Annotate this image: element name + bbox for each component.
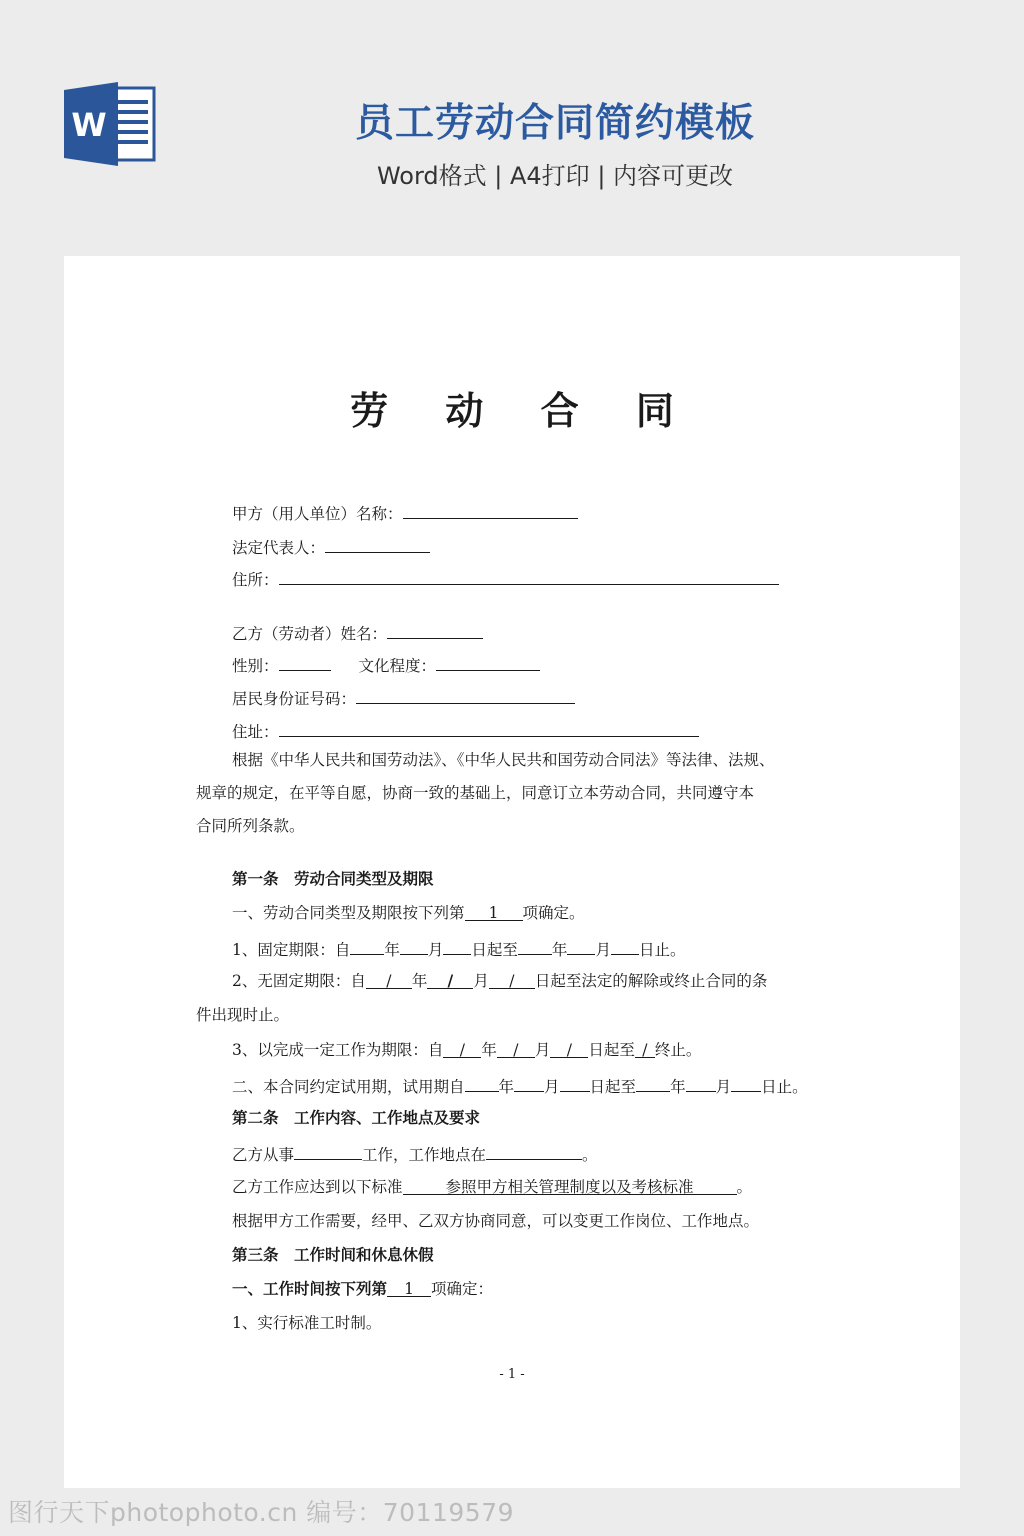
probation-start-day-blank[interactable] <box>560 1074 590 1092</box>
probation-start-month-blank[interactable] <box>514 1074 544 1092</box>
party-a-name-blank[interactable] <box>403 501 578 519</box>
banner-title: 员工劳动合同简约模板 <box>354 101 755 146</box>
document-title: 劳 动 合 同 <box>350 388 696 433</box>
id-number-line: 居民身份证号码： <box>232 686 575 709</box>
task-term-line: 3、以完成一定工作为期限：自 / 年 / 月 / 日起至 / 终止。 <box>232 1041 702 1059</box>
work-standard-line: 乙方工作应达到以下标准 参照甲方相关管理制度以及考核标准 。 <box>232 1178 753 1196</box>
open-term-line-2: 件出现时止。 <box>196 1006 290 1024</box>
page-number: - 1 - <box>499 1367 525 1382</box>
standard-hours-line: 1、实行标准工时制。 <box>232 1314 382 1332</box>
open-day-blank[interactable]: / <box>489 971 535 989</box>
svg-text:W: W <box>71 106 107 144</box>
work-hours-line: 一、工作时间按下列第 1 项确定： <box>232 1279 494 1298</box>
task-end-blank[interactable]: / <box>635 1040 655 1058</box>
probation-end-month-blank[interactable] <box>686 1074 716 1092</box>
id-number-blank[interactable] <box>356 686 575 704</box>
fixed-start-year-blank[interactable] <box>350 937 384 955</box>
preamble-line-2: 规章的规定，在平等自愿，协商一致的基础上，同意订立本劳动合同，共同遵守本 <box>196 784 755 802</box>
fixed-end-day-blank[interactable] <box>611 937 639 955</box>
open-month-blank[interactable]: / <box>427 971 473 989</box>
work-standard-value[interactable]: 参照甲方相关管理制度以及考核标准 <box>403 1177 737 1195</box>
probation-start-year-blank[interactable] <box>465 1074 499 1092</box>
probation-end-day-blank[interactable] <box>731 1074 761 1092</box>
gender-education-line: 性别： 文化程度： <box>232 653 540 676</box>
party-b-address-blank[interactable] <box>279 719 699 737</box>
article-3-heading: 第三条 工作时间和休息休假 <box>232 1245 434 1264</box>
party-a-address-blank[interactable] <box>279 567 779 585</box>
banner-subtitle: Word格式 | A4打印 | 内容可更改 <box>376 162 734 190</box>
work-content-blank[interactable] <box>294 1142 362 1160</box>
contract-type-line: 一、劳动合同类型及期限按下列第 1 项确定。 <box>232 904 585 922</box>
fixed-start-day-blank[interactable] <box>443 937 471 955</box>
task-day-blank[interactable]: / <box>550 1040 588 1058</box>
fixed-term-line: 1、固定期限：自 年 月 日起至 年 月 日止。 <box>232 937 685 960</box>
party-a-address-line: 住所： <box>232 567 779 590</box>
fixed-end-month-blank[interactable] <box>567 937 595 955</box>
preamble-line-3: 合同所列条款。 <box>196 817 305 835</box>
gender-blank[interactable] <box>279 653 331 671</box>
watermark: 图行天下photophoto.cn 编号：70119579 <box>8 1498 515 1527</box>
legal-rep-line: 法定代表人： <box>232 535 430 558</box>
fixed-start-month-blank[interactable] <box>400 937 428 955</box>
fixed-end-year-blank[interactable] <box>518 937 552 955</box>
article-2-heading: 第二条 工作内容、工作地点及要求 <box>232 1108 481 1127</box>
article-1-heading: 第一条 劳动合同类型及期限 <box>232 869 434 888</box>
change-position-line: 根据甲方工作需要，经甲、乙双方协商同意，可以变更工作岗位、工作地点。 <box>232 1212 760 1230</box>
open-year-blank[interactable]: / <box>366 971 412 989</box>
legal-rep-blank[interactable] <box>325 535 430 553</box>
probation-end-year-blank[interactable] <box>636 1074 670 1092</box>
preamble-line-1: 根据《中华人民共和国劳动法》、《中华人民共和国劳动合同法》等法律、法规、 <box>232 751 775 769</box>
work-place-blank[interactable] <box>486 1142 582 1160</box>
party-b-name-line: 乙方（劳动者）姓名： <box>232 621 483 644</box>
document-page <box>64 256 960 1488</box>
open-term-line: 2、无固定期限：自 / 年 / 月 / 日起至法定的解除或终止合同的条 <box>232 971 768 990</box>
work-hours-value[interactable]: 1 <box>387 1279 431 1297</box>
task-year-blank[interactable]: / <box>443 1040 481 1058</box>
education-blank[interactable] <box>436 653 540 671</box>
party-a-name-line: 甲方（用人单位）名称： <box>232 501 578 524</box>
party-b-address-line: 住址： <box>232 719 699 742</box>
task-month-blank[interactable]: / <box>497 1040 535 1058</box>
word-document-icon <box>64 82 158 166</box>
probation-line: 二、本合同约定试用期，试用期自 年 月 日起至 年 月 日止。 <box>232 1074 808 1097</box>
banner <box>0 0 1024 240</box>
contract-type-value[interactable]: 1 <box>465 903 523 921</box>
party-b-name-blank[interactable] <box>387 621 483 639</box>
work-content-line: 乙方从事 工作，工作地点在 。 <box>232 1142 598 1165</box>
